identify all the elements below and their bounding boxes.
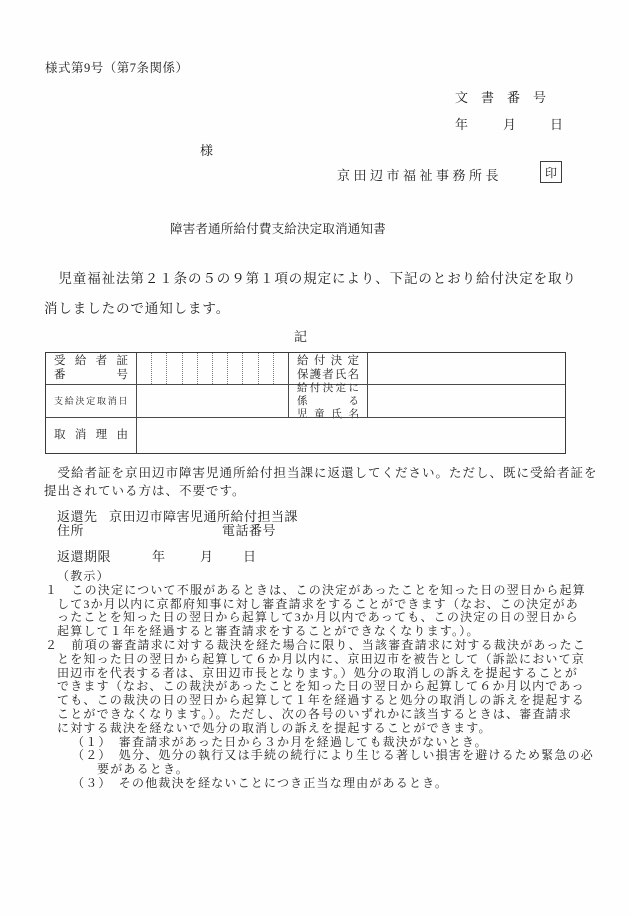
cancel-reason-value-cell xyxy=(136,417,565,453)
appeal-instructions-line: ても、この裁決の日の翌日から起算して１年を経過すると処分の取消しの訴えを提起する xyxy=(57,693,586,708)
appeal-instructions-line: （３） その他裁決を経ないことにつき正当な理由があるとき。 xyxy=(72,775,449,790)
recipient-cert-label-line1: 受給者証 xyxy=(54,355,128,367)
guardian-label-line2: 保護者氏名 xyxy=(297,368,359,381)
child-label-line1: 給付決定に係る xyxy=(297,382,359,407)
phone-number-label: 電話番号 xyxy=(222,523,277,538)
appeal-instructions-line: ２ 前項の審査請求に対する裁決を経た場合に限り、当該審査請求に対する裁決があったこ xyxy=(45,637,587,652)
appeal-instructions-line: ったことを知った日の翌日から起算して3か月以内であっても、この決定の日の翌日から xyxy=(57,610,579,625)
appeal-instructions-header: （教示） xyxy=(57,569,110,583)
child-name-value-cell xyxy=(367,384,565,417)
appeal-instructions-line: して3か月以内に京都府知事に対し審査請求をすることができます（なお、この決定があ xyxy=(57,596,580,611)
digit-box xyxy=(227,353,242,384)
appeal-instructions-line: に対する裁決を経ないで処分の取消しの訴えを提起することができます。 xyxy=(57,720,492,735)
return-note-line-1: 受給者証を京田辺市障害児通所給付担当課に返還してください。ただし、既に受給者証を xyxy=(44,466,598,480)
guardian-name-label-cell xyxy=(288,353,367,384)
return-destination-value: 京田辺市障害児通所給付担当課 xyxy=(109,509,299,524)
appeal-instructions-line: とを知った日の翌日から起算して６か月以内に、京田辺市を被告として（訴訟において京 xyxy=(57,651,586,666)
form-number: 様式第9号（第7条関係） xyxy=(45,61,189,75)
document-number-label: 文 書 番 号 xyxy=(455,90,547,105)
deadline-day-label: 日 xyxy=(243,549,257,564)
date-day-label: 日 xyxy=(550,117,564,132)
digit-box xyxy=(273,353,288,384)
record-marker: 記 xyxy=(294,329,308,344)
cancel-reason-label: 取消理由 xyxy=(54,428,128,441)
body-paragraph-line-2: 消しましたので通知します。 xyxy=(44,301,231,316)
digit-box xyxy=(242,353,257,384)
digit-box xyxy=(151,353,166,384)
guardian-label-line1: 給付決定 xyxy=(297,355,359,367)
recipient-cert-number-label-cell xyxy=(46,353,136,384)
cancel-reason-label-cell xyxy=(46,417,136,453)
date-month-label: 月 xyxy=(503,117,517,132)
digit-box xyxy=(212,353,227,384)
cancellation-details-table xyxy=(45,352,566,454)
digit-box xyxy=(182,353,197,384)
digit-box xyxy=(166,353,181,384)
appeal-instructions-line: 要があるとき。 xyxy=(97,762,189,777)
appeal-instructions-line: 起算して１年を経過すると審査請求をすることができなくなります。）。 xyxy=(57,624,480,639)
address-label: 住所 xyxy=(57,523,85,538)
recipient-cert-number-value-cell xyxy=(136,353,288,384)
recipient-cert-label-line2: 番号 xyxy=(54,368,128,381)
appeal-instructions-line: （１） 審査請求があった日から３か月を経過しても裁決がないとき。 xyxy=(72,734,488,749)
return-destination-label: 返還先 xyxy=(57,509,98,524)
cancel-date-label: 支給決定取消日 xyxy=(54,395,128,406)
appeal-instructions-line: ことができなくなります。）。ただし、次の各号のいずれかに該当するときは、審査請求 xyxy=(57,706,573,721)
deadline-month-label: 月 xyxy=(200,549,214,564)
seal-box: 印 xyxy=(540,161,562,183)
child-label-line2: 児童氏名 xyxy=(297,408,359,420)
date-year-label: 年 xyxy=(455,117,469,132)
appeal-instructions-line: 田辺市を代表する者は、京田辺市長となります。）処分の取消しの訴えを提起することが xyxy=(57,665,579,680)
digit-box xyxy=(137,353,151,384)
deadline-year-label: 年 xyxy=(152,549,166,564)
return-deadline-label: 返還期限 xyxy=(57,549,112,564)
digit-box xyxy=(258,353,273,384)
appeal-instructions-line: （２） 処分、処分の執行又は手続の続行により生じる著しい損害を避けるため緊急の必 xyxy=(72,748,595,763)
addressee-honorific: 様 xyxy=(200,143,214,158)
recipient-cert-digit-boxes xyxy=(137,353,288,384)
cancel-date-value-cell xyxy=(136,384,288,417)
guardian-name-value-cell xyxy=(367,353,565,384)
cancel-date-label-cell xyxy=(46,384,136,417)
appeal-instructions xyxy=(45,570,605,791)
digit-box xyxy=(197,353,212,384)
appeal-instructions-line: できます（なお、この裁決があったことを知った日の翌日から起算して６か月以内であっ xyxy=(57,679,585,694)
child-name-label-cell xyxy=(288,382,367,420)
appeal-instructions-line: １ この決定について不服があるときは、この決定があったことを知った日の翌日から起算 xyxy=(45,582,586,597)
issuer-name: 京田辺市福祉事務所長 xyxy=(337,168,503,183)
body-paragraph-line-1: 児童福祉法第２１条の５の９第１項の規定により、下記のとおり給付決定を取り xyxy=(44,271,577,286)
return-note-line-2: 提出されている方は、不要です。 xyxy=(44,484,246,498)
page-title: 障害者通所給付費支給決定取消通知書 xyxy=(170,222,386,236)
